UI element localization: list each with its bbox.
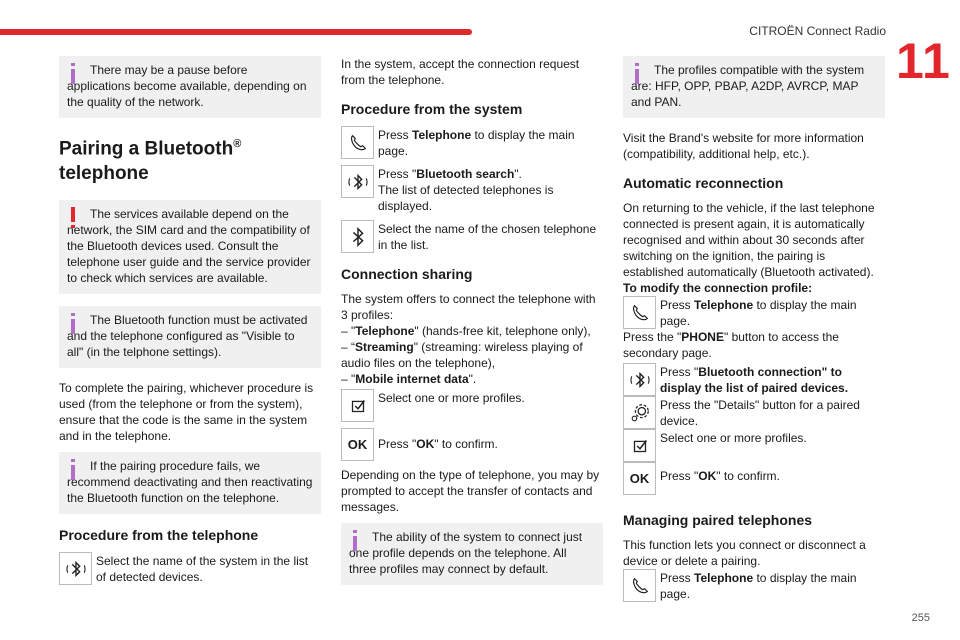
telephone-icon — [623, 569, 656, 602]
paragraph: The system offers to connect the telephone with 3 profiles: — [341, 292, 596, 322]
bluetooth-icon — [341, 220, 374, 253]
ok-icon: OK — [341, 428, 374, 461]
paragraph: To complete the pairing, whichever procedure is used (from the telephone or from the system), ensure that the code is the same in the system and in the telephone. — [59, 381, 314, 444]
bluetooth-search-icon — [341, 165, 374, 198]
instruction-step: Press Telephone to display the main page. — [623, 296, 885, 329]
instruction-step: Select the name of the chosen telephone in the list. — [341, 220, 603, 253]
instruction-step: Select the name of the system in the list of detected devices. — [59, 552, 321, 585]
ok-icon: OK — [623, 462, 656, 495]
info-note: The Bluetooth function must be activated and the telephone configured as "Visible to all" (in the telphone settings). — [59, 306, 321, 368]
list-item: – “Streaming" (streaming: wireless playing of audio files on the telephone), — [341, 340, 583, 370]
subsection-title: Connection sharing — [341, 266, 473, 282]
instruction-step: Select one or more profiles. — [341, 389, 603, 422]
header-title: CITROËN Connect Radio — [749, 24, 886, 38]
column-3 — [623, 56, 885, 608]
paragraph: Depending on the type of telephone, you may by prompted to accept the transfer of contacts and messages. — [341, 468, 600, 514]
instruction-step: Press "Bluetooth connection" to display the list of paired devices. — [623, 363, 885, 396]
info-note: There may be a pause before applications become available, depending on the quality of the network. — [59, 56, 321, 118]
subsection-title: Managing paired telephones — [623, 512, 813, 528]
section-title-pairing: Pairing a Bluetooth® telephone — [59, 138, 242, 185]
info-note: The profiles compatible with the system are: HFP, OPP, PBAP, A2DP, AVRCP, MAP and PAN. — [623, 56, 885, 118]
subsection-title: Procedure from the system — [341, 101, 523, 117]
instruction-step: OK Press "OK" to confirm. — [341, 428, 603, 461]
instruction-step: OK Press "OK" to confirm. — [623, 462, 885, 495]
list-item: – "Mobile internet data". — [341, 372, 477, 386]
subsection-title: Procedure from the telephone — [59, 527, 259, 544]
bluetooth-search-icon — [59, 552, 92, 585]
checkbox-icon — [623, 429, 656, 462]
instruction-step: Press the "Details" button for a paired device. — [623, 396, 885, 429]
bluetooth-search-icon — [623, 363, 656, 396]
column-2 — [341, 56, 603, 597]
paragraph: In the system, accept the connection request from the telephone. — [341, 57, 580, 87]
instruction-step: Press Telephone to display the main page. — [623, 569, 885, 602]
info-note: The ability of the system to connect just one profile depends on the telephone. All three profiles may connect by default. — [341, 523, 603, 585]
list-item: – "Telephone" (hands-free kit, telephone only), — [341, 324, 591, 338]
paragraph-bold: To modify the connection profile: — [623, 281, 813, 295]
chapter-color-bar — [0, 29, 472, 35]
subsection-title: Automatic reconnection — [623, 175, 784, 191]
telephone-icon — [623, 296, 656, 329]
gear-icon — [623, 396, 656, 429]
paragraph: Press the "PHONE" button to access the secondary page. — [623, 330, 839, 360]
column-1 — [59, 56, 321, 591]
chapter-number: 11 — [896, 33, 951, 89]
warning-note: The services available depend on the network, the SIM card and the compatibility of the Bluetooth devices used. Consult the telephone user guide and the service provider to check which services are available. — [59, 200, 321, 294]
instruction-step: Press Telephone to display the main page. — [341, 126, 603, 159]
instruction-step: Select one or more profiles. — [623, 429, 885, 462]
paragraph: This function lets you connect or disconnect a device or delete a pairing. — [623, 538, 866, 568]
info-note: If the pairing procedure fails, we recommend deactivating and then reactivating the Bluetooth function on the telephone. — [59, 452, 321, 514]
paragraph: Visit the Brand's website for more information (compatibility, additional help, etc.). — [623, 131, 864, 161]
paragraph: On returning to the vehicle, if the last telephone connected is present again, it is automatically recognised and within about 30 seconds after switching on the ignition, the pairing is established automatically (Bluetooth activated). — [623, 201, 875, 279]
profile-list — [341, 323, 603, 387]
instruction-step: Press "Bluetooth search". The list of detected telephones is displayed. — [341, 165, 603, 214]
checkbox-icon — [341, 389, 374, 422]
telephone-icon — [341, 126, 374, 159]
page-number: 255 — [911, 612, 930, 624]
